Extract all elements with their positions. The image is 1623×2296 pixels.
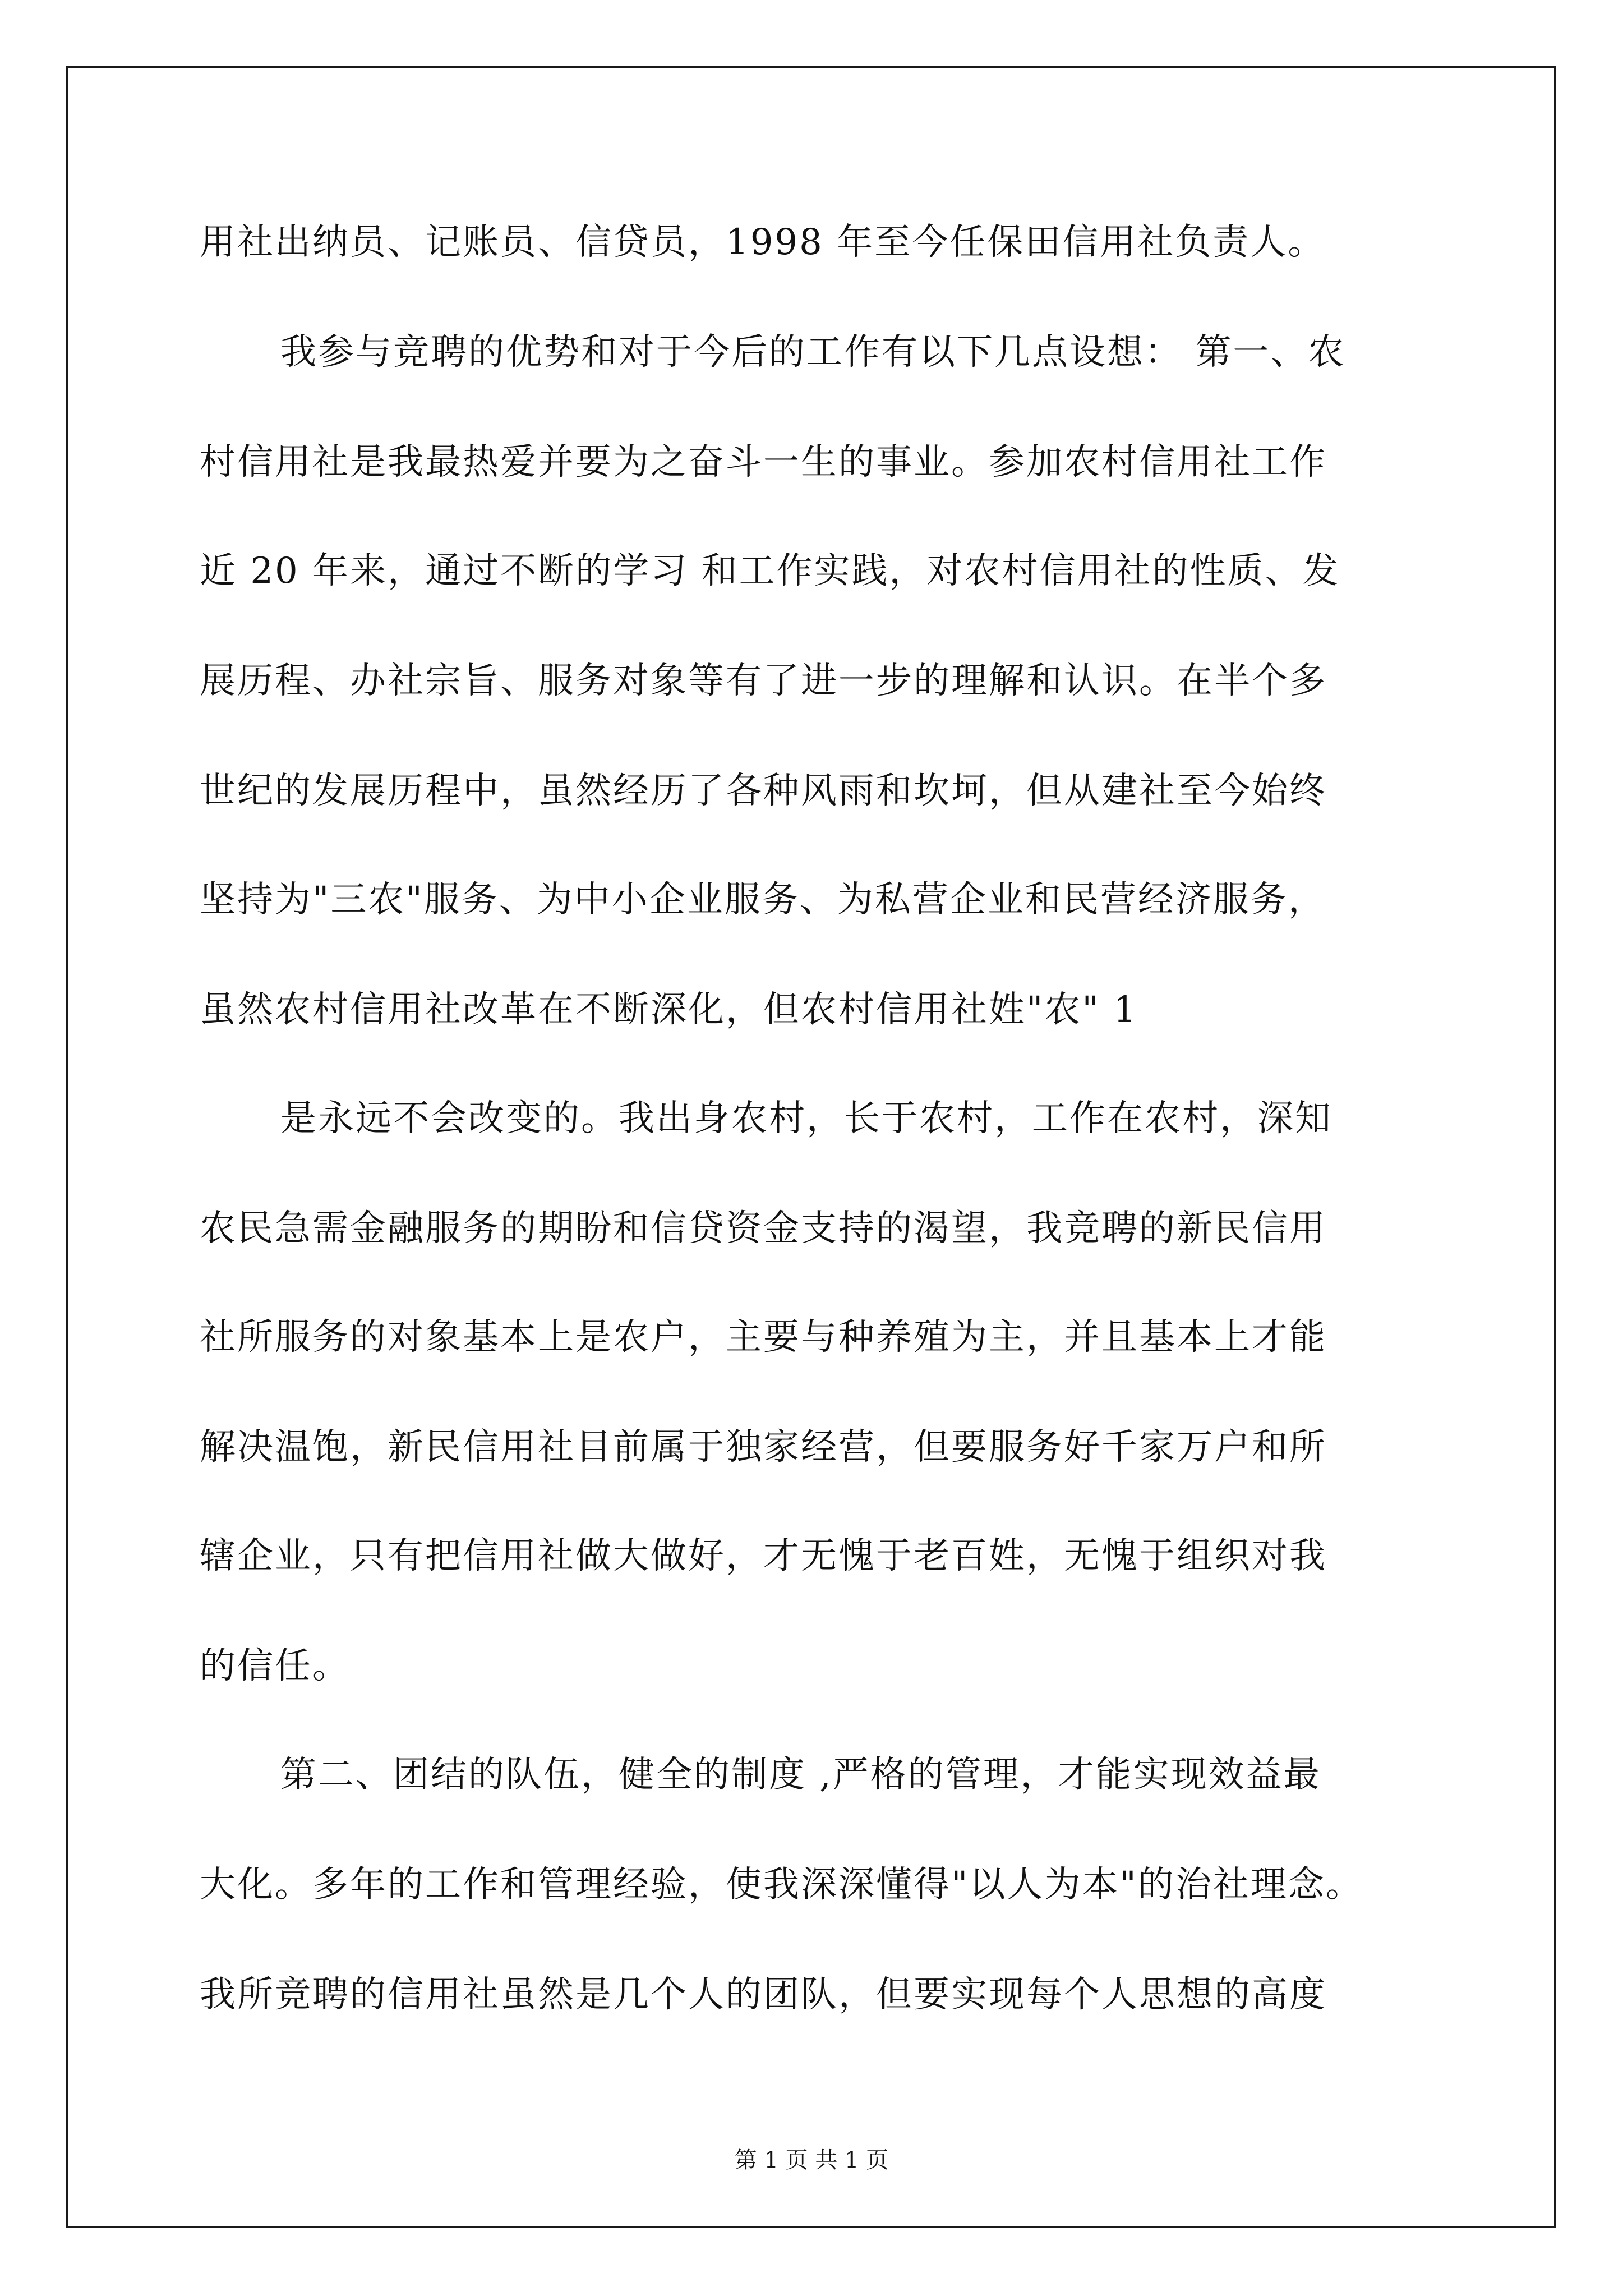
page-footer: 第 1 页 共 1 页 xyxy=(734,2147,889,2173)
text-line-16: 大化。多年的工作和管理经验，使我深深懂得"以人为本"的治社理念。 xyxy=(200,1864,1363,1906)
text-line-3: 村信用社是我最热爱并要为之奋斗一生的事业。参加农村信用社工作 xyxy=(200,441,1327,483)
text-line-13: 辖企业，只有把信用社做大做好，才无愧于老百姓，无愧于组织对我 xyxy=(200,1535,1327,1577)
text-line-2: 我参与竞聘的优势和对于今后的工作有以下几点设想： 第一、农 xyxy=(280,332,1346,373)
text-line-10: 农民急需金融服务的期盼和信贷资金支持的渴望，我竞聘的新民信用 xyxy=(200,1208,1327,1249)
text-line-8: 虽然农村信用社改革在不断深化，但农村信用社姓"农" 1 xyxy=(200,989,1138,1030)
text-line-14: 的信任。 xyxy=(200,1645,350,1687)
text-line-12: 解决温饱，新民信用社目前属于独家经营，但要服务好千家万户和所 xyxy=(200,1427,1327,1468)
text-line-1: 用社出纳员、记账员、信贷员，1998 年至今任保田信用社负责人。 xyxy=(200,222,1326,263)
text-line-4: 近 20 年来，通过不断的学习 和工作实践，对农村信用社的性质、发 xyxy=(200,550,1340,592)
text-line-15: 第二、团结的队伍，健全的制度 ,严格的管理，才能实现效益最 xyxy=(280,1754,1321,1796)
text-line-9: 是永远不会改变的。我出身农村，长于农村，工作在农村，深知 xyxy=(280,1098,1332,1139)
text-line-17: 我所竞聘的信用社虽然是几个人的团队，但要实现每个人思想的高度 xyxy=(200,1974,1327,2016)
text-line-11: 社所服务的对象基本上是农户，主要与种养殖为主，并且基本上才能 xyxy=(200,1317,1327,1358)
text-line-7: 坚持为"三农"服务、为中小企业服务、为私营企业和民营经济服务， xyxy=(200,879,1326,921)
text-line-6: 世纪的发展历程中，虽然经历了各种风雨和坎坷，但从建社至今始终 xyxy=(200,770,1327,812)
text-line-5: 展历程、办社宗旨、服务对象等有了进一步的理解和认识。在半个多 xyxy=(200,660,1327,702)
